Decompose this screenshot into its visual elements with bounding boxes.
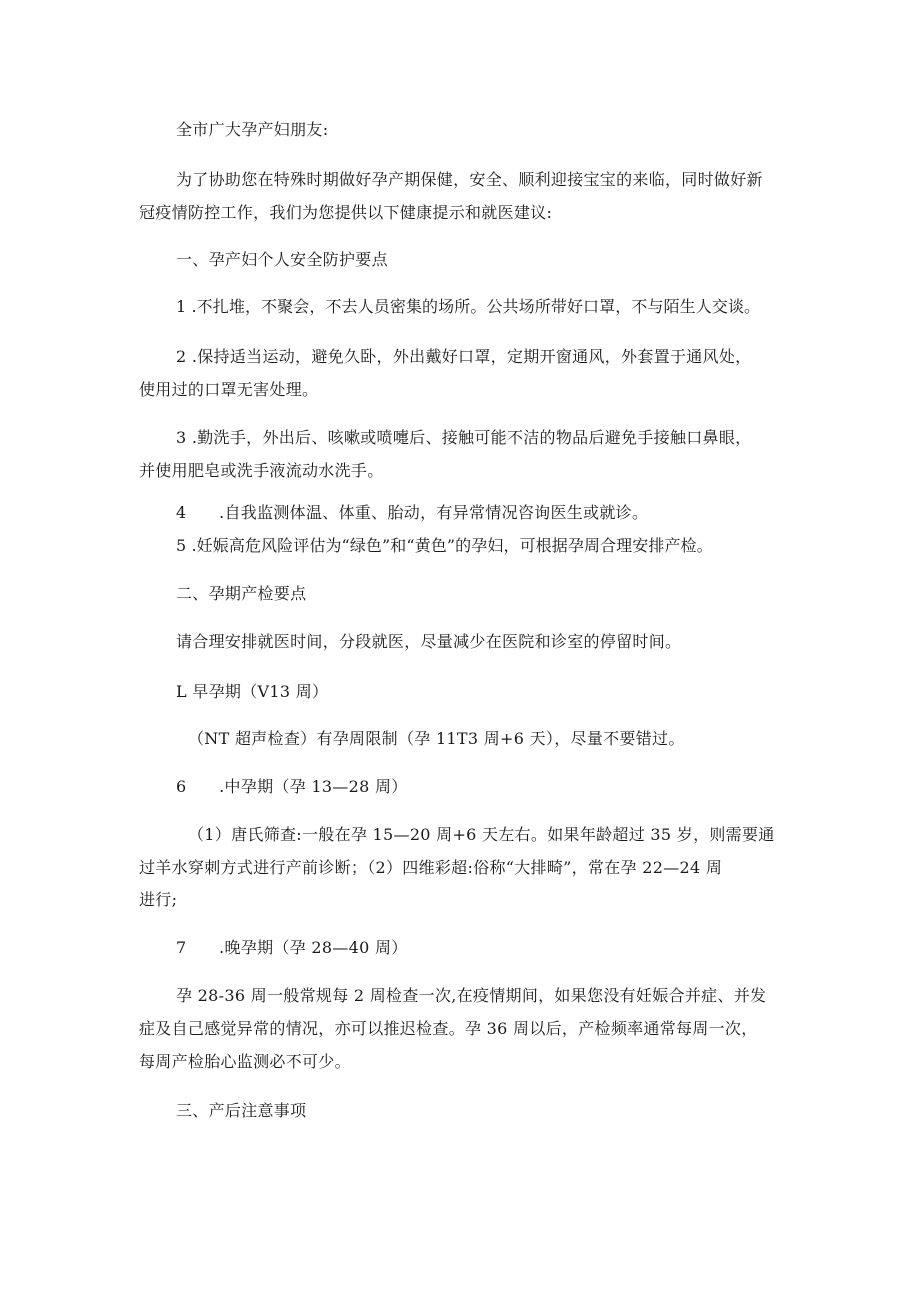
section-2-heading: 二、孕期产检要点 [176,584,307,603]
section-2-intro: 请合理安排就医时间，分段就医，尽量减少在医院和诊室的停留时间。 [176,632,682,651]
section-1-item-5: 5 .妊娠高危风险评估为“绿色”和“黄色”的孕妇，可根据孕周合理安排产检。 [176,536,713,555]
section-1-item-3-line-1: 3 .勤洗手，外出后、咳嗽或喷嚏后、接触可能不洁的物品后避免手接触口鼻眼， [176,428,752,447]
mid-pregnancy-title: 6 .中孕期（孕 13—28 周） [176,777,408,796]
section-1-item-2-line-2: 使用过的口罩无害处理。 [139,380,319,399]
late-pregnancy-line-3: 每周产检胎心监测必不可少。 [139,1052,351,1071]
section-1-item-1: 1 .不扎堆，不聚会，不去人员密集的场所。公共场所带好口罩，不与陌生人交谈。 [176,297,761,316]
mid-pregnancy-line-2: 过羊水穿刺方式进行产前诊断；（2）四维彩超:俗称“大排畸”，常在孕 22—24 周 [139,858,723,877]
late-pregnancy-line-1: 孕 28-36 周一般常规每 2 周检查一次,在疫情期间，如果您没有妊娠合并症、并发 [176,986,767,1005]
early-pregnancy-title: L 早孕期（V13 周） [176,682,329,701]
late-pregnancy-title: 7 .晚孕期（孕 28—40 周） [176,938,408,957]
section-1-item-2-line-1: 2 .保持适当运动，避免久卧，外出戴好口罩，定期开窗通风，外套置于通风处， [176,347,752,366]
intro-line-2: 冠疫情防控工作，我们为您提供以下健康提示和就医建议: [139,203,553,222]
greeting: 全市广大孕产妇朋友: [176,120,329,139]
section-1-heading: 一、孕产妇个人安全防护要点 [176,250,388,269]
section-3-heading: 三、产后注意事项 [176,1101,307,1120]
mid-pregnancy-line-1: （1）唐氏筛查:一般在孕 15—20 周+6 天左右。如果年龄超过 35 岁，则需要通 [188,825,775,844]
early-pregnancy-detail: （NT 超声检查）有孕周限制（孕 11T3 周+6 天），尽量不要错过。 [188,729,685,748]
section-1-item-3-line-2: 并使用肥皂或洗手液流动水洗手。 [139,461,384,480]
intro-line-1: 为了协助您在特殊时期做好孕产期保健，安全、顺利迎接宝宝的来临，同时做好新 [176,170,763,189]
late-pregnancy-line-2: 症及自己感觉异常的情况，亦可以推迟检查。孕 36 周以后，产检频率通常每周一次， [139,1019,758,1038]
section-1-item-4: 4 .自我监测体温、体重、胎动，有异常情况咨询医生或就诊。 [176,503,649,522]
mid-pregnancy-line-3: 进行; [139,890,178,909]
